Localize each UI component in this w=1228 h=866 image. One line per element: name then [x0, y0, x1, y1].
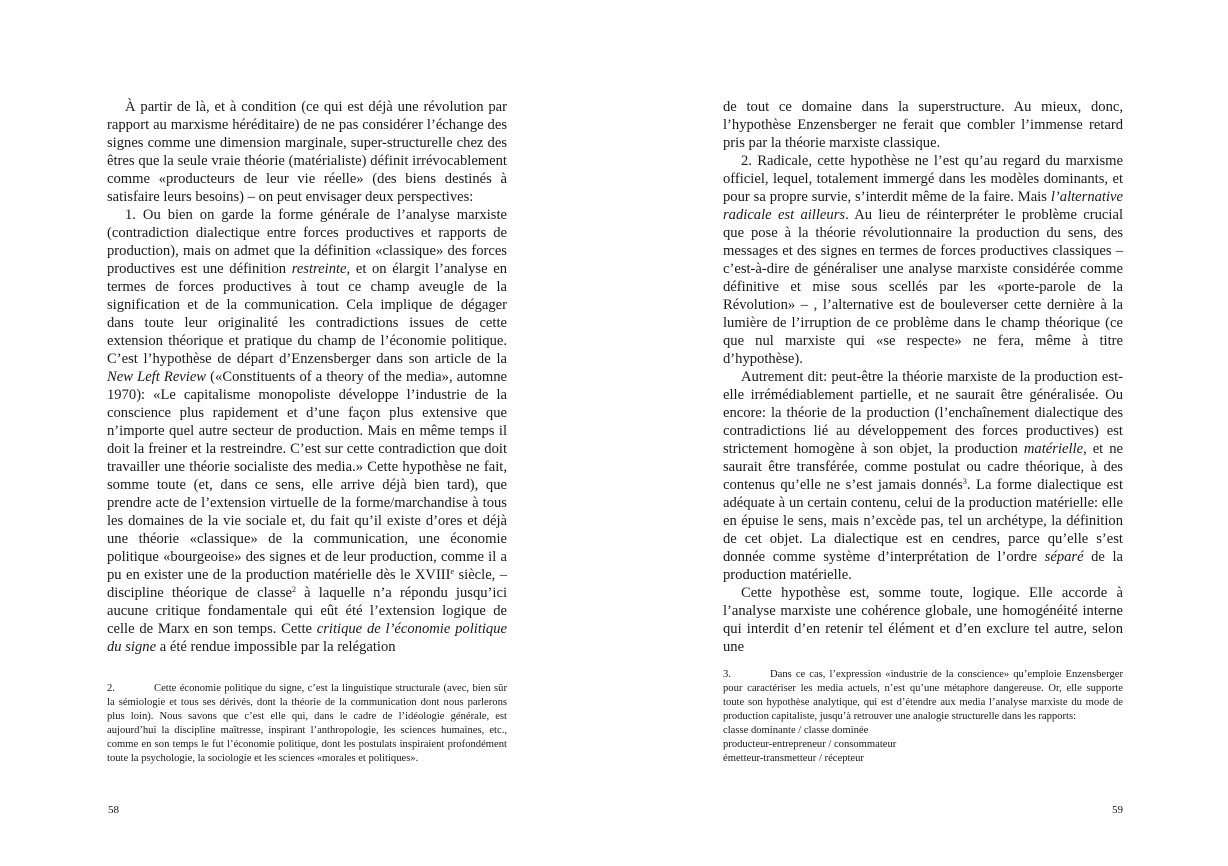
- footnote-number: 3.: [723, 669, 731, 680]
- text-segment: , et ne saurait être transférée, comme postulat ou cadre théorique, à des contenus qu’elle ne s’est jamais donnés: [723, 441, 1123, 493]
- text-segment: de la production matérielle.: [723, 549, 1123, 583]
- superscript: e: [450, 567, 455, 576]
- page-number: 58: [108, 804, 119, 816]
- superscript: 3: [962, 477, 967, 486]
- text-segment: , et on élargit l’analyse en termes de forces productives à tout ce champ aveugle de la signification et de la communication. Cela implique de dégager dans toute leur originalité les contradictions issues de cette extension théorique et pratique du champ de l’économie politique. C’est l’hypothèse de départ d’Enzensberger dans son article de la: [107, 261, 507, 367]
- page-number: 59: [1112, 804, 1123, 816]
- text-segment: 1. Ou bien on garde la forme générale de l’analyse marxiste (contradiction dialectique entre forces productives et rapports de production), mais on admet que la définition «classique» des forces productives est une définition: [107, 207, 507, 277]
- paragraph: [723, 584, 1123, 656]
- right-page: [614, 0, 1228, 866]
- footnote-paragraph: [723, 668, 1123, 724]
- italic-text: restreinte: [291, 261, 347, 277]
- right-body-text: [723, 98, 1123, 656]
- italic-text: New Left Review: [107, 369, 207, 385]
- text-segment: . Au lieu de réinterpréter le problème crucial que pose à la théorie révolutionnaire la production du sens, des messages et des signes en termes de forces productives classiques – c’est-à-dire de généraliser une analyse marxiste considérée comme définitive et mise sous scellés par les «porte-parole de la Révolution» – , l’alternative est de bouleverser cette dernière à la lumière de l’irruption de ce problème dans le champ théorique (ce que nul marxiste qui «se respecte» ne fera, même à titre d’hypothèse).: [723, 207, 1123, 367]
- paragraph: [107, 98, 507, 206]
- footnote-3: [723, 668, 1123, 766]
- footnote-line: classe dominante / classe dominée: [723, 725, 869, 736]
- footnote-text: Dans ce cas, l’expression «industrie de la conscience» qu’emploie Enzensberger pour caractériser les media actuels, n’est qu’une métaphore dangereuse. Or, elle supporte toute son hypothèse analytique, qui est d’étendre aux media l’analyse marxiste du mode de production capitaliste, jusqu’à retrouver une analogie structurelle dans les rapports:: [723, 669, 1123, 722]
- text-segment: Cette hypothèse est, somme toute, logique. Elle accorde à l’analyse marxiste une cohérence globale, une homogénéité interne qui interdit d’en retenir tel élément et d’en exclure tel autre, selon une: [723, 585, 1123, 655]
- paragraph: [723, 152, 1123, 368]
- footnote-text: Cette économie politique du signe, c’est la linguistique structurale (avec, bien sûr la sémiologie et tous ses dérivés, dont la théorie de la communication dont nous parlerons plus loin). Nous savons que c’est elle qui, dans le cadre de l’idéologie générale, est aujourd’hui la discipline maîtresse, inspirant l’anthropologie, les sciences humaines, etc., comme en son temps le fut l’économie politique, dont les postulats inspiraient profondément toute la psychologie, la sociologie et les sciences «morales et politiques».: [107, 683, 507, 764]
- left-body-text: [107, 98, 507, 656]
- footnote-number: 2.: [107, 683, 115, 694]
- text-segment: À partir de là, et à condition (ce qui est déjà une révolution par rapport au marxisme héréditaire) de ne pas considérer l’échange des signes comme une dimension marginale, super-structurelle chez des êtres que la seule vraie théorie (matérialiste) définit irrévocablement comme «producteurs de leur vie réelle» (des biens destinés à satisfaire leurs besoins) – on peut envisager deux perspectives:: [107, 99, 507, 205]
- italic-text: séparé: [1044, 549, 1084, 565]
- text-segment: de tout ce domaine dans la superstructure. Au mieux, donc, l’hypothèse Enzensberger ne ferait que combler l’immense retard pris par la théorie marxiste classique.: [723, 99, 1123, 151]
- text-segment: . La forme dialectique est adéquate à un certain contenu, celui de la production matérielle: elle en épuise le sens, mais n’excède pas, tel un archétype, la définition de cet objet. La dialectique est en cendres, parce qu’elle s’est donnée comme système d’interprétation de l’ordre: [723, 477, 1123, 565]
- text-segment: Autrement dit: peut-être la théorie marxiste de la production est-elle irrémédiablement partielle, et ne saurait être généralisée. Ou encore: la théorie de la production (l’enchaînement dialectique des contradictions lié au développement des forces productives) est strictement homogène à son objet, la production: [723, 369, 1123, 457]
- superscript: 2: [291, 585, 296, 594]
- footnote-2: [107, 682, 507, 766]
- italic-text: critique de l’économie politique du signe: [107, 621, 507, 655]
- text-segment: 2. Radicale, cette hypothèse ne l’est qu’au regard du marxisme officiel, lequel, totalement immergé dans les modèles dominants, et pour sa propre survie, s’interdit même de la faire. Mais: [723, 153, 1123, 205]
- paragraph: [107, 206, 507, 656]
- paragraph: [723, 368, 1123, 584]
- footnote-line: producteur-entrepreneur / consommateur: [723, 739, 897, 750]
- footnote-paragraph: [107, 682, 507, 766]
- text-segment: siècle, – discipline théorique de classe: [107, 567, 507, 601]
- footnote-line: émetteur-transmetteur / récepteur: [723, 753, 864, 764]
- text-segment: a été rendue impossible par la relégation: [156, 639, 396, 655]
- italic-text: matérielle: [1023, 441, 1084, 457]
- text-segment: à laquelle n’a répondu jusqu’ici aucune critique fondamentale qui eût été l’extension logique de celle de Marx en son temps. Cette: [107, 585, 508, 637]
- text-segment: («Constituents of a theory of the media», automne 1970): «Le capitalisme monopoliste développe l’industrie de la conscience plus rapidement et d’une façon plus extensive que n’importe quel autre secteur de production. Mais en même temps il doit la freiner et la restreindre. C’est sur cette contradiction que doit travailler une théorie socialiste des media.» Cette hypothèse ne fait, somme toute (et, dans ce sens, elle arrive déjà bien tard), que prendre acte de l’extension virtuelle de la forme/marchandise à tous les domaines de la vie sociale et, du fait qu’il existe d’ores et déjà une théorie «classique» de la communication, une économie politique «bourgeoise» des signes et de leur production, comme il a pu en exister une de la production matérielle dès le XVIII: [107, 369, 507, 583]
- paragraph: [723, 98, 1123, 152]
- italic-text: l’alternative radicale est ailleurs: [723, 189, 1123, 223]
